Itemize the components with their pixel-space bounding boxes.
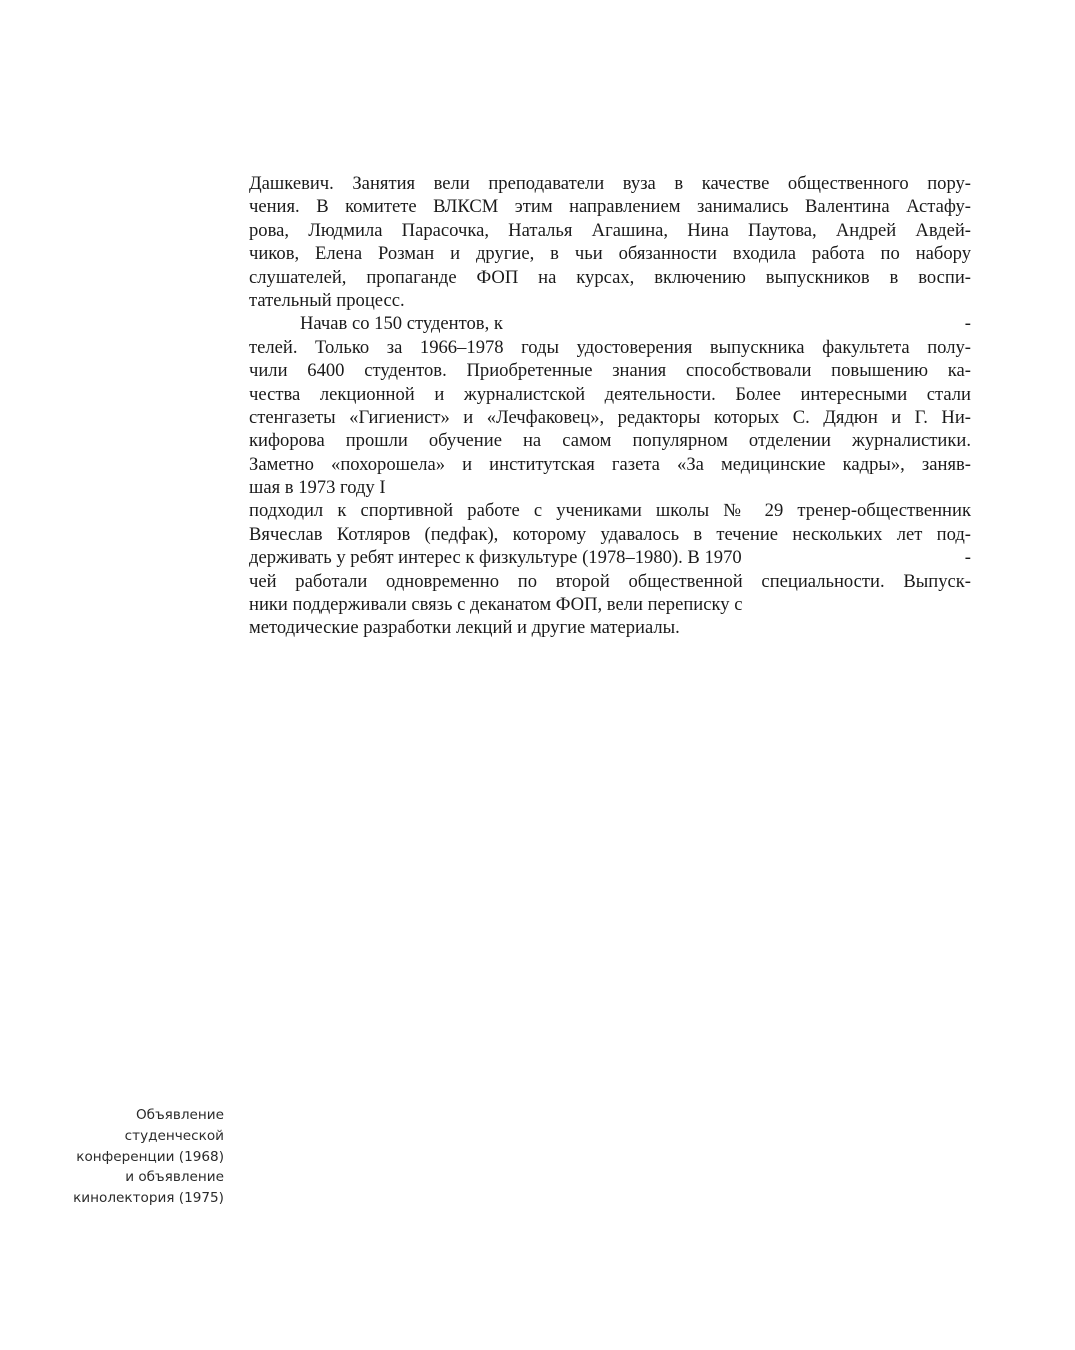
text-line-split <box>249 546 971 569</box>
figure-caption <box>73 1105 224 1209</box>
text-line: подходил к спортивной работе с учениками школы № 29 тренер-общественник <box>249 500 971 522</box>
caption-line: и объявление <box>125 1169 224 1186</box>
text-line: Дашкевич. Занятия вели преподаватели вуза в качестве общественного пору- <box>249 173 971 194</box>
text-fragment: - <box>964 547 971 569</box>
caption-line: Объявление <box>135 1107 224 1123</box>
text-line: Заметно «похорошела» и институтская газета «За медицинские кадры», заняв- <box>249 453 971 475</box>
text-line: Вячеслав Котляров (педфак), которому удавалось в течение нескольких лет под- <box>249 523 971 545</box>
text-line: стенгазеты «Гигиенист» и «Лечфаковец», редакторы которых С. Дядюн и Г. Ни- <box>249 406 971 428</box>
text-line: телей. Только за 1966–1978 годы удостоверения выпускника факультета полу- <box>249 336 971 358</box>
text-line: чиков, Елена Розман и другие, в чьи обязанности входила работа по набору <box>249 243 971 265</box>
text-line: чества лекционной и журналистской деятельности. Более интересными стали <box>249 383 971 405</box>
text-line: тательный процесс. <box>249 289 405 311</box>
text-line: рова, Людмила Парасочка, Наталья Агашина, Нина Паутова, Андрей Авдей- <box>249 219 971 241</box>
text-line: ники поддерживали связь с деканатом ФОП, вели переписку с <box>249 594 743 616</box>
caption-line: кинолектория (1975) <box>73 1190 224 1207</box>
text-line: чей работали одновременно по второй общественной специальности. Выпуск- <box>249 570 971 592</box>
text-line-split <box>249 312 971 335</box>
body-text <box>249 172 971 640</box>
caption-line: конференции (1968) <box>76 1148 224 1165</box>
text-line: чили 6400 студентов. Приобретенные знания способствовали повышению ка- <box>249 360 971 382</box>
text-fragment: Начав со 150 студентов, к <box>300 313 503 335</box>
text-fragment: держивать у ребят интерес к физкультуре (1978–1980). В 1970 <box>249 547 742 569</box>
text-line: методические разработки лекций и другие материалы. <box>249 617 680 639</box>
caption-line: студенческой <box>124 1127 224 1144</box>
text-line: шая в 1973 году I <box>249 477 386 499</box>
text-line: чения. В комитете ВЛКСМ этим направлением занимались Валентина Астафу- <box>249 196 971 218</box>
text-line: слушателей, пропаганде ФОП на курсах, включению выпускников в воспи- <box>249 266 971 288</box>
text-line: кифорова прошли обучение на самом популярном отделении журналистики. <box>249 430 971 452</box>
text-fragment: - <box>964 313 971 335</box>
